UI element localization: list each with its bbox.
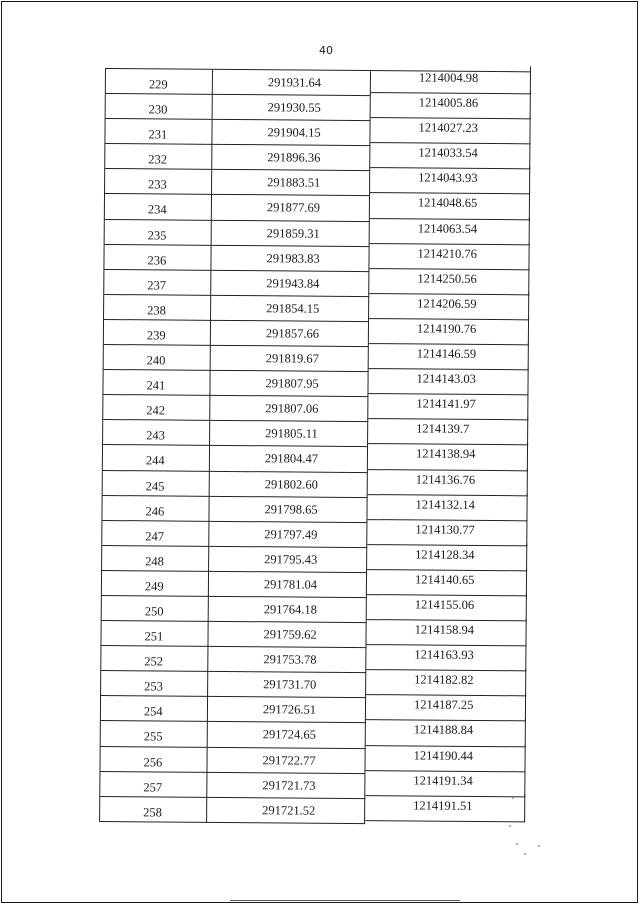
x-coordinate-cell: 291807.06 [210, 396, 368, 422]
y-coordinate-cell: 1214250.56 [369, 266, 529, 295]
point-number-cell: 241 [103, 370, 210, 396]
x-coordinate-cell: 291804.47 [210, 446, 368, 472]
y-coordinate-cell: 1214210.76 [369, 241, 529, 270]
y-coordinate-cell: 1214190.44 [365, 743, 525, 772]
y-coordinate-cell: 1214130.77 [367, 517, 527, 546]
scan-edge-line [230, 900, 460, 901]
x-coordinate-cell: 291781.04 [209, 572, 367, 598]
table-row [100, 797, 525, 825]
point-number-cell: 258 [100, 797, 207, 823]
point-number-cell: 254 [101, 696, 208, 722]
y-coordinate-cell: 1214033.54 [370, 140, 530, 169]
point-number-cell: 235 [105, 220, 212, 246]
y-coordinate-cell: 1214140.65 [367, 567, 527, 596]
x-coordinate-cell: 291731.70 [208, 672, 366, 698]
x-coordinate-cell: 291943.84 [211, 271, 369, 297]
y-coordinate-cell: 1214128.34 [367, 542, 527, 571]
point-number-cell: 242 [103, 395, 210, 421]
y-coordinate-cell: 1214136.76 [368, 467, 528, 496]
point-number-cell: 253 [101, 671, 208, 697]
point-number-cell: 248 [102, 546, 209, 572]
x-coordinate-cell: 291753.78 [208, 647, 366, 673]
y-coordinate-cell: 1214004.98 [371, 65, 531, 94]
point-number-cell: 236 [104, 245, 211, 271]
point-number-cell: 230 [106, 94, 213, 120]
point-number-cell: 256 [100, 747, 207, 773]
x-coordinate-cell: 291726.51 [208, 697, 366, 723]
point-number-cell: 233 [105, 169, 212, 195]
point-number-cell: 231 [105, 119, 212, 145]
point-number-cell: 240 [104, 345, 211, 371]
y-coordinate-cell: 1214139.7 [368, 416, 528, 445]
x-coordinate-cell: 291798.65 [209, 496, 367, 522]
x-coordinate-cell: 291931.64 [213, 70, 371, 96]
y-coordinate-cell: 1214138.94 [368, 441, 528, 470]
point-number-cell: 244 [103, 445, 210, 471]
x-coordinate-cell: 291930.55 [213, 95, 371, 121]
y-coordinate-cell: 1214143.03 [368, 366, 528, 395]
point-number-cell: 245 [103, 470, 210, 496]
point-number-cell: 251 [101, 621, 208, 647]
coordinate-table [99, 68, 531, 825]
x-coordinate-cell: 291904.15 [212, 120, 370, 146]
y-coordinate-cell: 1214141.97 [368, 391, 528, 420]
point-number-cell: 257 [100, 772, 207, 798]
point-number-cell: 232 [105, 144, 212, 170]
point-number-cell: 237 [104, 270, 211, 296]
x-coordinate-cell: 291721.73 [207, 772, 365, 798]
y-coordinate-cell: 1214191.34 [365, 768, 525, 797]
x-coordinate-cell: 291859.31 [212, 220, 370, 246]
x-coordinate-cell: 291877.69 [212, 195, 370, 221]
y-coordinate-cell: 1214187.25 [366, 692, 526, 721]
y-coordinate-cell: 1214146.59 [369, 341, 529, 370]
x-coordinate-cell: 291983.83 [211, 245, 369, 271]
point-number-cell: 249 [102, 571, 209, 597]
y-coordinate-cell: 1214132.14 [367, 492, 527, 521]
point-number-cell: 238 [104, 295, 211, 321]
point-number-cell: 246 [102, 496, 209, 522]
y-coordinate-cell: 1214182.82 [366, 667, 526, 696]
scan-specks [498, 795, 558, 875]
x-coordinate-cell: 291883.51 [212, 170, 370, 196]
x-coordinate-cell: 291724.65 [208, 722, 366, 748]
y-coordinate-cell: 1214158.94 [366, 617, 526, 646]
x-coordinate-cell: 291896.36 [212, 145, 370, 171]
x-coordinate-cell: 291854.15 [211, 296, 369, 322]
x-coordinate-cell: 291764.18 [209, 597, 367, 623]
x-coordinate-cell: 291819.67 [211, 346, 369, 372]
point-number-cell: 247 [102, 521, 209, 547]
x-coordinate-cell: 291759.62 [208, 622, 366, 648]
x-coordinate-cell: 291857.66 [211, 321, 369, 347]
point-number-cell: 250 [102, 596, 209, 622]
point-number-cell: 239 [104, 320, 211, 346]
x-coordinate-cell: 291797.49 [209, 522, 367, 548]
y-coordinate-cell: 1214005.86 [371, 90, 531, 119]
y-coordinate-cell: 1214027.23 [370, 115, 530, 144]
point-number-cell: 243 [103, 420, 210, 446]
x-coordinate-cell: 291802.60 [210, 471, 368, 497]
y-coordinate-cell: 1214063.54 [370, 216, 530, 245]
point-number-cell: 229 [106, 69, 213, 95]
y-coordinate-cell: 1214155.06 [367, 592, 527, 621]
y-coordinate-cell: 1214043.93 [370, 165, 530, 194]
point-number-cell: 234 [105, 194, 212, 220]
y-coordinate-cell: 1214206.59 [369, 291, 529, 320]
x-coordinate-cell: 291807.95 [210, 371, 368, 397]
x-coordinate-cell: 291722.77 [207, 747, 365, 773]
point-number-cell: 252 [101, 646, 208, 672]
y-coordinate-cell: 1214191.51 [365, 793, 525, 822]
x-coordinate-cell: 291795.43 [209, 547, 367, 573]
y-coordinate-cell: 1214188.84 [366, 718, 526, 747]
y-coordinate-cell: 1214190.76 [369, 316, 529, 345]
x-coordinate-cell: 291805.11 [210, 421, 368, 447]
y-coordinate-cell: 1214048.65 [370, 191, 530, 220]
point-number-cell: 255 [101, 721, 208, 747]
x-coordinate-cell: 291721.52 [207, 798, 365, 824]
y-coordinate-cell: 1214163.93 [366, 642, 526, 671]
page-number: 40 [319, 44, 333, 57]
